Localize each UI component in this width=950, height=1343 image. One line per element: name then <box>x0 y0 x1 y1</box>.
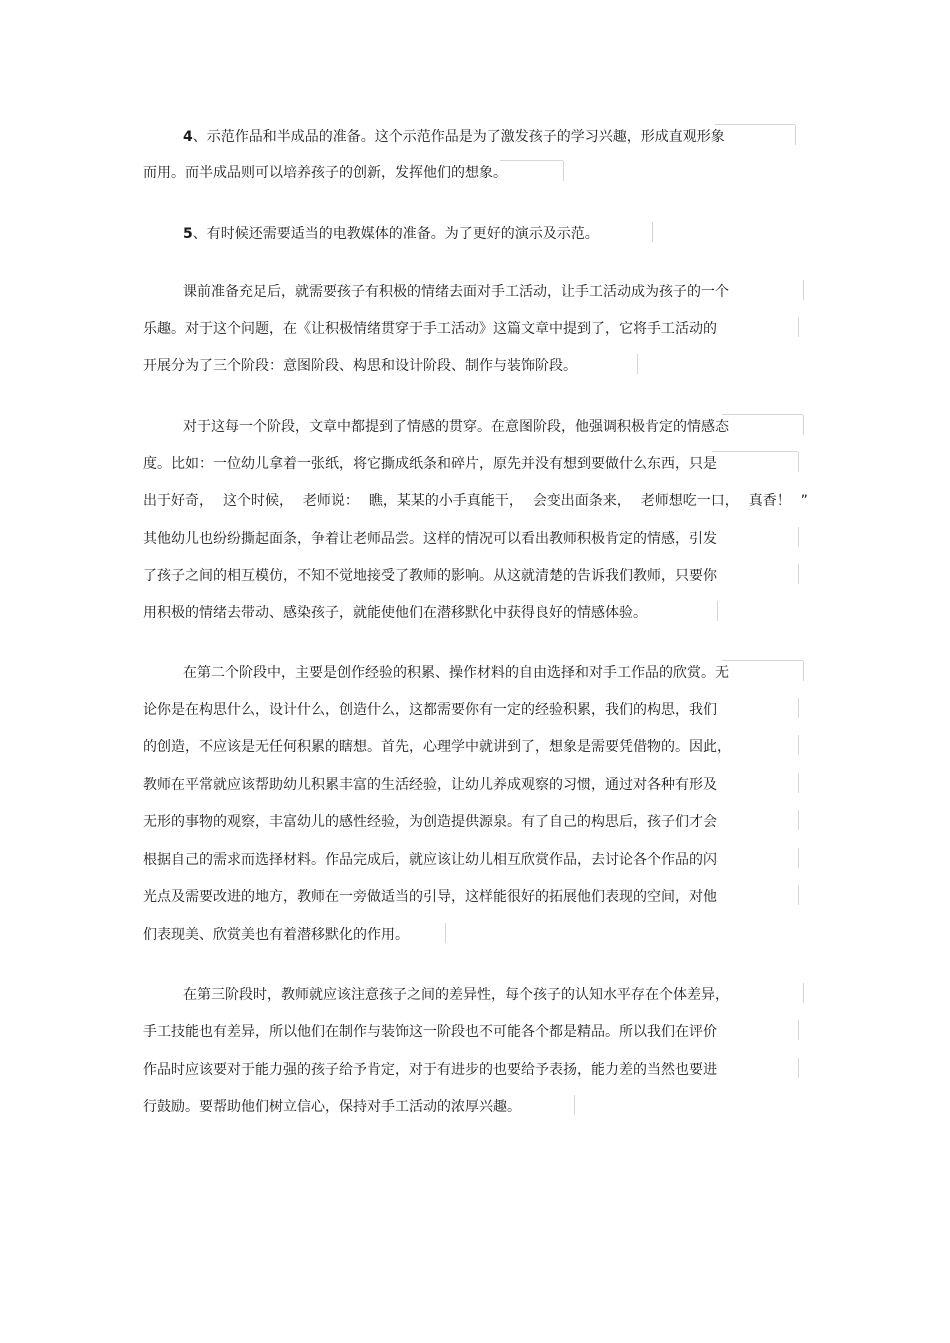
paragraph-line <box>0 603 950 623</box>
paragraph-line <box>0 737 950 757</box>
margin-mark <box>445 923 446 943</box>
paragraph-text: 其他幼儿也纷纷撕起面条，争着让老师品尝。这样的情况可以看出教师积极肯定的情感，引发 <box>143 531 717 547</box>
paragraph-line <box>0 1022 950 1042</box>
text-segment: 老师想吃一口， <box>640 493 739 509</box>
paragraph-line <box>0 454 950 474</box>
margin-mark <box>798 527 799 547</box>
margin-mark <box>798 735 799 755</box>
paragraph-line <box>0 417 950 437</box>
paragraph-text: 开展分为了三个阶段：意图阶段、构思和设计阶段、制作与装饰阶段。 <box>143 358 577 374</box>
text-segment: 瞧，某某的小手真能干， <box>368 493 523 509</box>
margin-mark <box>798 317 799 337</box>
margin-mark <box>803 983 804 1003</box>
paragraph-line <box>0 319 950 339</box>
paragraph-line <box>0 1060 950 1080</box>
paragraph-line <box>0 491 950 511</box>
margin-mark <box>637 354 638 374</box>
paragraph-text: 乐趣。对于这个问题，在《让积极情绪贯穿于手工活动》这篇文章中提到了，它将手工活动的 <box>143 321 717 337</box>
margin-mark <box>798 773 799 793</box>
paragraph-line <box>0 775 950 795</box>
paragraph-text: 们表现美、欣赏美也有着潜移默化的作用。 <box>143 927 409 943</box>
paragraph-line <box>0 566 950 586</box>
paragraph-text: 、有时候还需要适当的电教媒体的准备。为了更好的演示及示范。 <box>192 226 599 242</box>
list-number: 5 <box>183 226 193 242</box>
paragraph-text: 而用。而半成品则可以培养孩子的创新，发挥他们的想象。 <box>143 165 507 181</box>
text-segment: 会变出面条来， <box>532 493 631 509</box>
margin-mark <box>798 1058 799 1078</box>
margin-mark <box>652 222 653 242</box>
margin-mark <box>798 698 799 718</box>
margin-mark <box>803 415 804 435</box>
paragraph-text: 作品时应该要对于能力强的孩子给予肯定，对于有进步的也要给予表扬，能力差的当然也要进 <box>143 1062 717 1078</box>
text-segment: 真香！ <box>748 493 791 509</box>
margin-mark <box>798 848 799 868</box>
margin-mark <box>717 601 718 621</box>
paragraph-text: 论你是在构思什么，设计什么，创造什么，这都需要你有一定的经验积累，我们的构思，我们 <box>143 702 717 718</box>
margin-mark <box>803 280 804 300</box>
margin-mark <box>798 452 799 472</box>
paragraph-text: 对于这每一个阶段，文章中都提到了情感的贯穿。在意图阶段，他强调积极肯定的情感态 <box>183 419 729 435</box>
list-number: 4 <box>183 129 193 145</box>
paragraph-line <box>0 985 950 1005</box>
paragraph-line <box>0 700 950 720</box>
margin-mark <box>798 885 799 905</box>
paragraph-text: 根据自己的需求而选择材料。作品完成后，就应该让幼儿相互欣赏作品，去讨论各个作品的闪 <box>143 852 717 868</box>
paragraph-text: 教师在平常就应该帮助幼儿积累丰富的生活经验，让幼儿养成观察的习惯，通过对各种有形及 <box>143 777 717 793</box>
text-segment: 出于好奇， <box>143 493 213 509</box>
margin-rule <box>722 660 803 661</box>
paragraph-text: 行鼓励。要帮助他们树立信心，保持对手工活动的浓厚兴趣。 <box>143 1099 521 1115</box>
paragraph-text: 课前准备充足后，就需要孩子有积极的情绪去面对手工活动，让手工活动成为孩子的一个 <box>183 284 729 300</box>
text-segment: 这个时候， <box>222 493 293 509</box>
margin-mark <box>803 661 804 681</box>
margin-mark <box>563 161 564 181</box>
paragraph-text: 了孩子之间的相互模仿，不知不觉地接受了教师的影响。从这就清楚的告诉我们教师，只要你 <box>143 568 717 584</box>
paragraph-line <box>0 224 950 244</box>
paragraph-text: 在第二个阶段中，主要是创作经验的积累、操作材料的自由选择和对手工作品的欣赏。无 <box>183 665 729 681</box>
margin-rule <box>715 124 795 125</box>
text-segment: ” <box>800 493 808 509</box>
paragraph-text: 在第三阶段时，教师就应该注意孩子之间的差异性，每个孩子的认知水平存在个体差异， <box>183 987 729 1003</box>
paragraph-line <box>0 925 950 945</box>
paragraph-text: 、示范作品和半成品的准备。这个示范作品是为了激发孩子的学习兴趣，形成直观形象 <box>192 129 725 145</box>
paragraph-line <box>0 1097 950 1117</box>
paragraph-line <box>0 812 950 832</box>
margin-mark <box>574 1095 575 1115</box>
paragraph-text: 度。比如：一位幼儿拿着一张纸，将它撕成纸条和碎片，原先并没有想到要做什么东西，只是 <box>143 456 717 472</box>
margin-rule <box>722 414 803 415</box>
paragraph-text: 用积极的情绪去带动、感染孩子，就能使他们在潜移默化中获得良好的情感体验。 <box>143 605 647 621</box>
margin-rule <box>712 451 798 452</box>
margin-rule <box>500 160 563 161</box>
paragraph-line <box>0 282 950 302</box>
margin-mark <box>798 810 799 830</box>
margin-mark <box>795 125 796 145</box>
paragraph-line <box>0 127 950 147</box>
paragraph-line <box>0 163 950 183</box>
paragraph-line <box>0 850 950 870</box>
paragraph-line <box>0 887 950 907</box>
text-segment: 老师说： <box>302 493 359 509</box>
paragraph-text: 手工技能也有差异，所以他们在制作与装饰这一阶段也不可能各个都是精品。所以我们在评价 <box>143 1024 717 1040</box>
paragraph-line <box>0 663 950 683</box>
paragraph-text: 光点及需要改进的地方，教师在一旁做适当的引导，这样能很好的拓展他们表现的空间，对他 <box>143 889 717 905</box>
paragraph-line <box>0 356 950 376</box>
margin-mark <box>798 1020 799 1040</box>
margin-mark <box>798 564 799 584</box>
paragraph-text: 的创造，不应该是无任何积累的瞎想。首先，心理学中就讲到了，想象是需要凭借物的。因此， <box>143 739 731 755</box>
paragraph-text: 无形的事物的观察，丰富幼儿的感性经验，为创造提供源泉。有了自己的构思后，孩子们才会 <box>143 814 717 830</box>
paragraph-line <box>0 529 950 549</box>
quoted-dialogue-line <box>143 491 808 511</box>
